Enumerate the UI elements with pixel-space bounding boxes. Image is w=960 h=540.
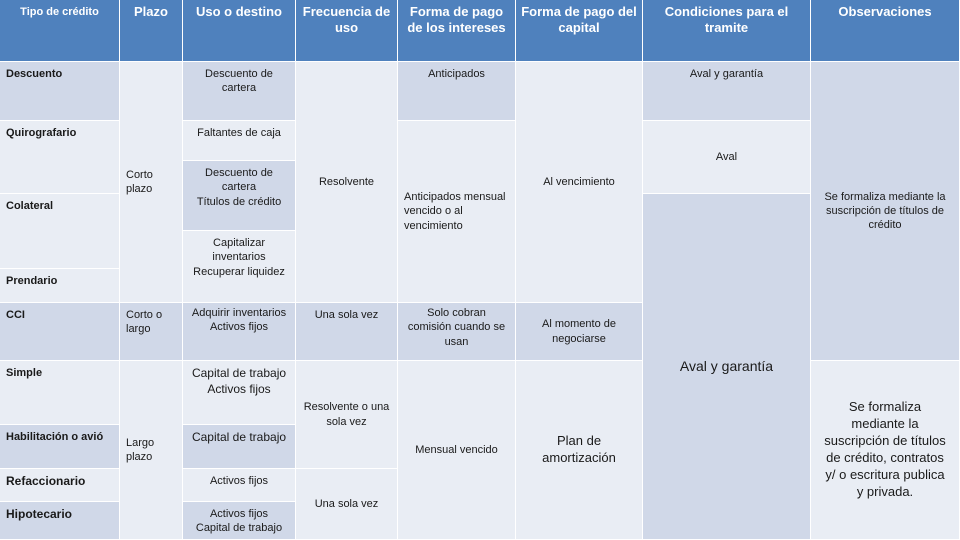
- uso-simple: Capital de trabajo Activos fijos: [183, 361, 296, 425]
- uso-faltantes-caja: Faltantes de caja: [183, 121, 296, 161]
- uso-descuento-cartera: Descuento de cartera: [183, 62, 296, 121]
- frecuencia-una-sola-vez-2: Una sola vez: [296, 469, 398, 540]
- observaciones-largo: Se formaliza mediante la suscripción de títulos de crédito, contratos y/ o escritura publica y privada.: [811, 361, 960, 540]
- tipo-habilitacion: Habilitación o avió: [0, 425, 120, 469]
- plazo-corto-largo: Corto o largo: [120, 303, 183, 361]
- intereses-anticipados: Anticipados: [398, 62, 516, 121]
- uso-habilitacion: Capital de trabajo: [183, 425, 296, 469]
- uso-hipotecario: Activos fijos Capital de trabajo: [183, 502, 296, 540]
- header-forma-capital: Forma de pago del capital: [516, 0, 643, 62]
- tipo-prendario: Prendario: [0, 269, 120, 303]
- intereses-mensual-vencido: Mensual vencido: [398, 361, 516, 540]
- header-tipo: Tipo de crédito: [0, 0, 120, 62]
- tipo-descuento: Descuento: [0, 62, 120, 121]
- capital-al-momento: Al momento de negociarse: [516, 303, 643, 361]
- condiciones-aval: Aval: [643, 121, 811, 194]
- tipo-simple: Simple: [0, 361, 120, 425]
- tipo-hipotecario: Hipotecario: [0, 502, 120, 540]
- tipo-colateral: Colateral: [0, 194, 120, 269]
- uso-refaccionario: Activos fijos: [183, 469, 296, 502]
- tipo-quirografario: Quirografario: [0, 121, 120, 194]
- intereses-anticipados-mensual: Anticipados mensual vencido o al vencimiento: [398, 121, 516, 303]
- plazo-largo: Largo plazo: [120, 361, 183, 540]
- header-uso: Uso o destino: [183, 0, 296, 62]
- plazo-corto: Corto plazo: [120, 62, 183, 303]
- capital-al-vencimiento: Al vencimiento: [516, 62, 643, 303]
- uso-capitalizar: Capitalizar inventarios Recuperar liquidez: [183, 231, 296, 303]
- tipo-refaccionario: Refaccionario: [0, 469, 120, 502]
- intereses-solo-cobran: Solo cobran comisión cuando se usan: [398, 303, 516, 361]
- tipo-cci: CCI: [0, 303, 120, 361]
- frecuencia-resolvente-o-una: Resolvente o una sola vez: [296, 361, 398, 469]
- observaciones-corto: Se formaliza mediante la suscripción de títulos de crédito: [811, 62, 960, 361]
- condiciones-aval-garantia-2: Aval y garantía: [643, 194, 811, 540]
- condiciones-aval-garantia-1: Aval y garantía: [643, 62, 811, 121]
- header-frecuencia: Frecuencia de uso: [296, 0, 398, 62]
- frecuencia-resolvente: Resolvente: [296, 62, 398, 303]
- uso-descuento-titulos: Descuento de cartera Títulos de crédito: [183, 161, 296, 231]
- capital-plan-amortizacion: Plan de amortización: [516, 361, 643, 540]
- header-observaciones: Observaciones: [811, 0, 960, 62]
- uso-cci: Adquirir inventarios Activos fijos: [183, 303, 296, 361]
- header-plazo: Plazo: [120, 0, 183, 62]
- header-forma-intereses: Forma de pago de los intereses: [398, 0, 516, 62]
- header-condiciones: Condiciones para el tramite: [643, 0, 811, 62]
- frecuencia-una-sola-vez: Una sola vez: [296, 303, 398, 361]
